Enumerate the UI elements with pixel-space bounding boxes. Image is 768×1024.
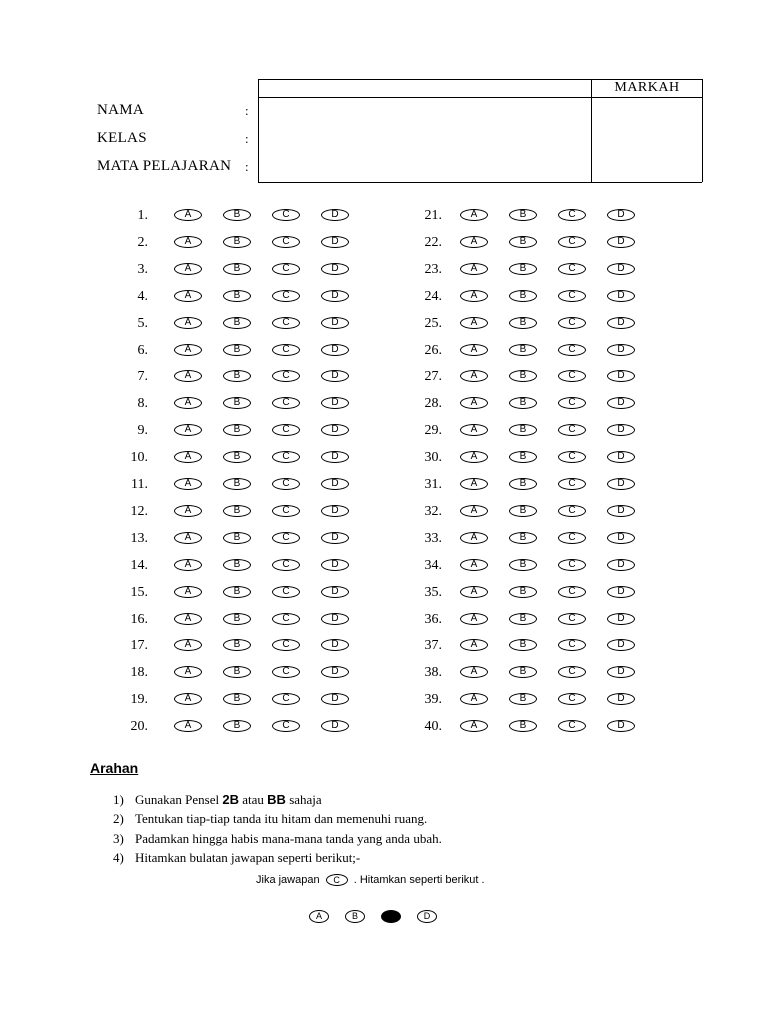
answer-bubble-d[interactable]: D <box>321 505 349 517</box>
answer-bubble-d[interactable]: D <box>607 505 635 517</box>
answer-bubble-d[interactable]: D <box>607 236 635 248</box>
question-number: 21. <box>424 208 442 223</box>
example-prefix: Jika jawapan <box>256 874 320 886</box>
answer-bubble-d[interactable]: D <box>607 532 635 544</box>
answer-bubble-a[interactable]: A <box>460 720 488 732</box>
answer-bubble-c[interactable]: C <box>272 613 300 625</box>
answer-bubble-c[interactable]: C <box>558 720 586 732</box>
answer-bubble-c[interactable]: C <box>558 693 586 705</box>
mata-pelajaran-colon: : <box>245 159 249 174</box>
question-number: 9. <box>137 423 148 439</box>
answer-bubble-b[interactable]: B <box>509 505 537 517</box>
question-number: 28. <box>424 396 442 412</box>
question-number: 11. <box>131 477 148 492</box>
question-number: 2. <box>137 234 148 250</box>
question-number: 15. <box>130 584 148 600</box>
answer-bubble-a[interactable]: A <box>174 613 202 625</box>
answer-bubble-a[interactable]: A <box>174 532 202 544</box>
question-number: 5. <box>137 315 148 331</box>
kelas-label: KELAS <box>97 130 147 146</box>
answer-bubble-b[interactable]: B <box>223 344 251 356</box>
answer-bubble-b[interactable]: B <box>509 344 537 356</box>
question-number: 8. <box>137 396 148 412</box>
answer-bubble-b[interactable]: B <box>509 209 537 221</box>
question-number: 26. <box>424 342 442 358</box>
answer-bubble-c[interactable]: C <box>272 397 300 409</box>
instruction-number: 4) <box>113 850 124 865</box>
answer-bubble-b[interactable]: B <box>223 478 251 490</box>
header-left-border <box>258 79 259 182</box>
answer-bubble-a[interactable]: A <box>174 666 202 678</box>
answer-bubble-c[interactable]: C <box>272 451 300 463</box>
answer-bubble-c[interactable]: C <box>272 666 300 678</box>
instruction-text: Hitamkan bulatan jawapan seperti berikut;- <box>135 850 361 865</box>
example-suffix: . Hitamkan seperti berikut . <box>353 874 485 886</box>
answer-bubble-c[interactable]: C <box>272 290 300 302</box>
question-number: 4. <box>137 288 148 304</box>
answer-bubble-a[interactable]: A <box>174 639 202 651</box>
question-number: 36. <box>424 611 442 627</box>
answer-bubble-d[interactable]: D <box>321 236 349 248</box>
instruction-text-mid: atau <box>239 792 268 807</box>
answer-bubble-a[interactable]: A <box>174 478 202 490</box>
answer-bubble-d[interactable]: D <box>321 693 349 705</box>
answer-bubble-c[interactable]: C <box>272 317 300 329</box>
question-number: 10. <box>130 450 148 466</box>
question-number: 23. <box>424 261 442 277</box>
answer-bubble-c[interactable]: C <box>272 586 300 598</box>
answer-bubble-a[interactable]: A <box>174 344 202 356</box>
header-right-border <box>702 79 703 182</box>
answer-bubble-c[interactable]: C <box>558 209 586 221</box>
answer-bubble-d[interactable]: D <box>321 478 349 490</box>
answer-bubble-d[interactable]: D <box>321 424 349 436</box>
answer-bubble-c[interactable]: C <box>558 613 586 625</box>
question-number: 16. <box>130 611 148 627</box>
answer-bubble-d[interactable]: D <box>607 370 635 382</box>
instruction-item <box>113 792 322 808</box>
instruction-item <box>113 811 427 827</box>
question-number: 27. <box>424 369 442 385</box>
answer-bubble-d[interactable]: D <box>607 613 635 625</box>
answer-bubble-a[interactable]: A <box>460 344 488 356</box>
question-number: 1. <box>137 208 148 223</box>
answer-bubble-a[interactable]: A <box>174 397 202 409</box>
answer-bubble-b[interactable]: B <box>223 666 251 678</box>
answer-bubble-b[interactable]: B <box>509 586 537 598</box>
answer-bubble-a[interactable]: A <box>174 693 202 705</box>
instruction-text: Tentukan tiap-tiap tanda itu hitam dan memenuhi ruang. <box>135 811 428 826</box>
instruction-number: 2) <box>113 811 124 826</box>
answer-bubble-d[interactable]: D <box>321 720 349 732</box>
answer-bubble-c[interactable]: C <box>272 639 300 651</box>
instructions-title: Arahan <box>90 760 139 776</box>
answer-bubble-a[interactable]: A <box>460 693 488 705</box>
question-number: 35. <box>424 584 442 600</box>
question-number: 31. <box>424 477 442 492</box>
question-number: 25. <box>424 315 442 331</box>
answer-bubble-d[interactable]: D <box>607 263 635 275</box>
answer-bubble-d[interactable]: D <box>321 666 349 678</box>
answer-bubble-b[interactable]: B <box>223 693 251 705</box>
question-number: 38. <box>424 665 442 681</box>
answer-bubble-b[interactable]: B <box>223 532 251 544</box>
answer-bubble-a[interactable]: A <box>460 559 488 571</box>
answer-bubble-c[interactable]: C <box>272 209 300 221</box>
answer-bubble-c[interactable]: C <box>272 263 300 275</box>
answer-bubble-c[interactable]: C <box>272 505 300 517</box>
answer-bubble-d[interactable]: D <box>321 559 349 571</box>
answer-bubble-d[interactable]: D <box>607 693 635 705</box>
answer-bubble-a[interactable]: A <box>460 370 488 382</box>
answer-bubble-a[interactable]: A <box>460 613 488 625</box>
answer-bubble-b[interactable]: B <box>509 317 537 329</box>
answer-bubble-a[interactable]: A <box>460 639 488 651</box>
answer-bubble-d[interactable]: D <box>607 586 635 598</box>
mata-pelajaran-label: MATA PELAJARAN <box>97 158 232 174</box>
question-number: 6. <box>137 342 148 358</box>
instruction-bold-bb: BB <box>267 792 286 807</box>
answer-bubble-d[interactable]: D <box>607 209 635 221</box>
answer-bubble-b[interactable]: B <box>223 586 251 598</box>
question-number: 7. <box>137 369 148 385</box>
answer-bubble-b[interactable]: B <box>223 236 251 248</box>
instruction-number: 1) <box>113 792 124 807</box>
kelas-colon: : <box>245 131 249 146</box>
answer-bubble-d[interactable]: D <box>321 370 349 382</box>
question-number: 40. <box>424 719 442 735</box>
answer-bubble-b[interactable]: B <box>509 559 537 571</box>
answer-bubble-a[interactable]: A <box>460 290 488 302</box>
answer-bubble-c[interactable]: C <box>558 559 586 571</box>
answer-bubble-d[interactable]: D <box>607 666 635 678</box>
answer-bubble-b[interactable]: B <box>223 209 251 221</box>
answer-bubble-d[interactable]: D <box>607 344 635 356</box>
answer-bubble-d[interactable]: D <box>607 424 635 436</box>
answer-bubble-b[interactable]: B <box>509 424 537 436</box>
answer-bubble-b[interactable]: B <box>509 693 537 705</box>
question-number: 14. <box>130 557 148 573</box>
answer-bubble-a[interactable]: A <box>460 451 488 463</box>
answer-bubble-b[interactable]: B <box>223 451 251 463</box>
example-bubble-b: B <box>345 910 365 923</box>
answer-bubble-d[interactable]: D <box>607 478 635 490</box>
header-bottom-border <box>258 182 702 183</box>
answer-bubble-b[interactable]: B <box>223 720 251 732</box>
answer-bubble-c[interactable]: C <box>272 424 300 436</box>
nama-label: NAMA <box>97 102 145 118</box>
answer-bubble-d[interactable]: D <box>607 290 635 302</box>
answer-bubble-b[interactable]: B <box>223 290 251 302</box>
answer-bubble-c[interactable]: C <box>558 317 586 329</box>
answer-bubble-b[interactable]: B <box>223 370 251 382</box>
answer-bubble-d[interactable]: D <box>321 209 349 221</box>
example-bubble-a: A <box>309 910 329 923</box>
answer-bubble-a[interactable]: A <box>460 666 488 678</box>
answer-bubble-b[interactable]: B <box>509 451 537 463</box>
answer-bubble-c[interactable]: C <box>558 532 586 544</box>
answer-bubble-a[interactable]: A <box>174 263 202 275</box>
answer-bubble-b[interactable]: B <box>223 397 251 409</box>
answer-bubble-d[interactable]: D <box>321 613 349 625</box>
answer-bubble-d[interactable]: D <box>321 263 349 275</box>
answer-bubble-c[interactable]: C <box>558 666 586 678</box>
instruction-item <box>113 850 360 866</box>
answer-bubble-a[interactable]: A <box>174 424 202 436</box>
example-line <box>256 874 485 886</box>
answer-bubble-b[interactable]: B <box>223 559 251 571</box>
answer-bubble-b[interactable]: B <box>509 639 537 651</box>
instruction-bold-2b: 2B <box>222 792 239 807</box>
question-number: 17. <box>130 638 148 654</box>
question-number: 20. <box>130 719 148 735</box>
answer-bubble-d[interactable]: D <box>321 532 349 544</box>
answer-bubble-b[interactable]: B <box>509 478 537 490</box>
answer-bubble-a[interactable]: A <box>174 586 202 598</box>
answer-bubble-c[interactable]: C <box>558 639 586 651</box>
answer-bubble-c[interactable]: C <box>272 370 300 382</box>
question-number: 19. <box>130 692 148 708</box>
answer-bubble-d[interactable]: D <box>321 397 349 409</box>
example-bubble-d: D <box>417 910 437 923</box>
answer-bubble-d[interactable]: D <box>607 639 635 651</box>
question-number: 33. <box>424 530 442 546</box>
answer-bubble-b[interactable]: B <box>509 397 537 409</box>
answer-bubble-c[interactable]: C <box>272 693 300 705</box>
answer-bubble-a[interactable]: A <box>174 559 202 571</box>
answer-bubble-c[interactable]: C <box>272 559 300 571</box>
answer-bubble-b[interactable]: B <box>509 532 537 544</box>
answer-bubble-c[interactable]: C <box>558 236 586 248</box>
question-number: 12. <box>130 503 148 519</box>
markah-label: MARKAH <box>614 80 680 95</box>
answer-bubble-b[interactable]: B <box>509 290 537 302</box>
answer-bubble-c[interactable]: C <box>558 370 586 382</box>
instruction-item <box>113 831 442 847</box>
answer-bubble-a[interactable]: A <box>460 397 488 409</box>
question-number: 13. <box>130 530 148 546</box>
answer-bubble-c[interactable]: C <box>558 478 586 490</box>
answer-bubble-b[interactable]: B <box>509 613 537 625</box>
instruction-text-post: sahaja <box>285 792 322 807</box>
answer-bubble-c[interactable]: C <box>558 397 586 409</box>
answer-bubble-c[interactable]: C <box>272 236 300 248</box>
answer-bubble-c[interactable]: C <box>272 344 300 356</box>
answer-bubble-b[interactable]: B <box>509 720 537 732</box>
answer-bubble-d[interactable]: D <box>607 559 635 571</box>
answer-bubble-d[interactable]: D <box>321 586 349 598</box>
answer-bubble-a[interactable]: A <box>174 317 202 329</box>
answer-bubble-d[interactable]: D <box>321 290 349 302</box>
answer-bubble-a[interactable]: A <box>460 209 488 221</box>
instruction-text: Padamkan hingga habis mana-mana tanda yang anda ubah. <box>135 831 442 846</box>
question-number: 29. <box>424 423 442 439</box>
answer-bubble-b[interactable]: B <box>223 424 251 436</box>
answer-bubble-c[interactable]: C <box>272 478 300 490</box>
answer-bubble-a[interactable]: A <box>460 263 488 275</box>
question-number: 22. <box>424 234 442 250</box>
answer-bubble-c[interactable]: C <box>558 505 586 517</box>
answer-bubble-a[interactable]: A <box>460 532 488 544</box>
answer-bubble-b[interactable]: B <box>509 370 537 382</box>
answer-bubble-c[interactable]: C <box>558 424 586 436</box>
answer-bubble-a[interactable]: A <box>174 451 202 463</box>
answer-bubble-a[interactable]: A <box>174 505 202 517</box>
answer-bubble-d[interactable]: D <box>607 451 635 463</box>
answer-bubble-d[interactable]: D <box>607 397 635 409</box>
answer-bubble-d[interactable]: D <box>321 317 349 329</box>
answer-bubble-d[interactable]: D <box>321 344 349 356</box>
answer-bubble-b[interactable]: B <box>223 639 251 651</box>
answer-bubble-a[interactable]: A <box>460 317 488 329</box>
answer-bubble-a[interactable]: A <box>174 290 202 302</box>
answer-bubble-d[interactable]: D <box>607 720 635 732</box>
header-middle-border <box>258 97 702 98</box>
answer-bubble-b[interactable]: B <box>223 317 251 329</box>
example-bubble-c: C <box>381 910 401 923</box>
answer-bubble-c[interactable]: C <box>558 451 586 463</box>
answer-bubble-a[interactable]: A <box>460 586 488 598</box>
question-number: 32. <box>424 503 442 519</box>
question-number: 18. <box>130 665 148 681</box>
question-number: 34. <box>424 557 442 573</box>
answer-bubble-c[interactable]: C <box>558 344 586 356</box>
answer-bubble-d[interactable]: D <box>607 317 635 329</box>
answer-bubble-d[interactable]: D <box>321 451 349 463</box>
answer-bubble-a[interactable]: A <box>460 424 488 436</box>
answer-bubble-a[interactable]: A <box>174 720 202 732</box>
answer-bubble-a[interactable]: A <box>460 478 488 490</box>
example-answer-bubble: C <box>326 874 348 886</box>
answer-bubble-c[interactable]: C <box>558 586 586 598</box>
nama-colon: : <box>245 103 249 118</box>
question-number: 39. <box>424 692 442 708</box>
answer-bubble-a[interactable]: A <box>460 236 488 248</box>
answer-bubble-b[interactable]: B <box>223 505 251 517</box>
answer-bubble-c[interactable]: C <box>558 263 586 275</box>
question-number: 24. <box>424 288 442 304</box>
answer-bubble-b[interactable]: B <box>509 236 537 248</box>
answer-bubble-d[interactable]: D <box>321 639 349 651</box>
answer-bubble-b[interactable]: B <box>223 613 251 625</box>
answer-bubble-c[interactable]: C <box>272 532 300 544</box>
answer-bubble-a[interactable]: A <box>174 209 202 221</box>
answer-bubble-c[interactable]: C <box>272 720 300 732</box>
answer-bubble-c[interactable]: C <box>558 290 586 302</box>
answer-bubble-b[interactable]: B <box>509 263 537 275</box>
answer-bubble-a[interactable]: A <box>174 236 202 248</box>
instruction-number: 3) <box>113 831 124 846</box>
question-number: 37. <box>424 638 442 654</box>
answer-bubble-b[interactable]: B <box>223 263 251 275</box>
question-number: 30. <box>424 450 442 466</box>
answer-bubble-a[interactable]: A <box>460 505 488 517</box>
instruction-text-pre: Gunakan Pensel <box>135 792 223 807</box>
question-number: 3. <box>137 261 148 277</box>
answer-bubble-b[interactable]: B <box>509 666 537 678</box>
answer-bubble-a[interactable]: A <box>174 370 202 382</box>
